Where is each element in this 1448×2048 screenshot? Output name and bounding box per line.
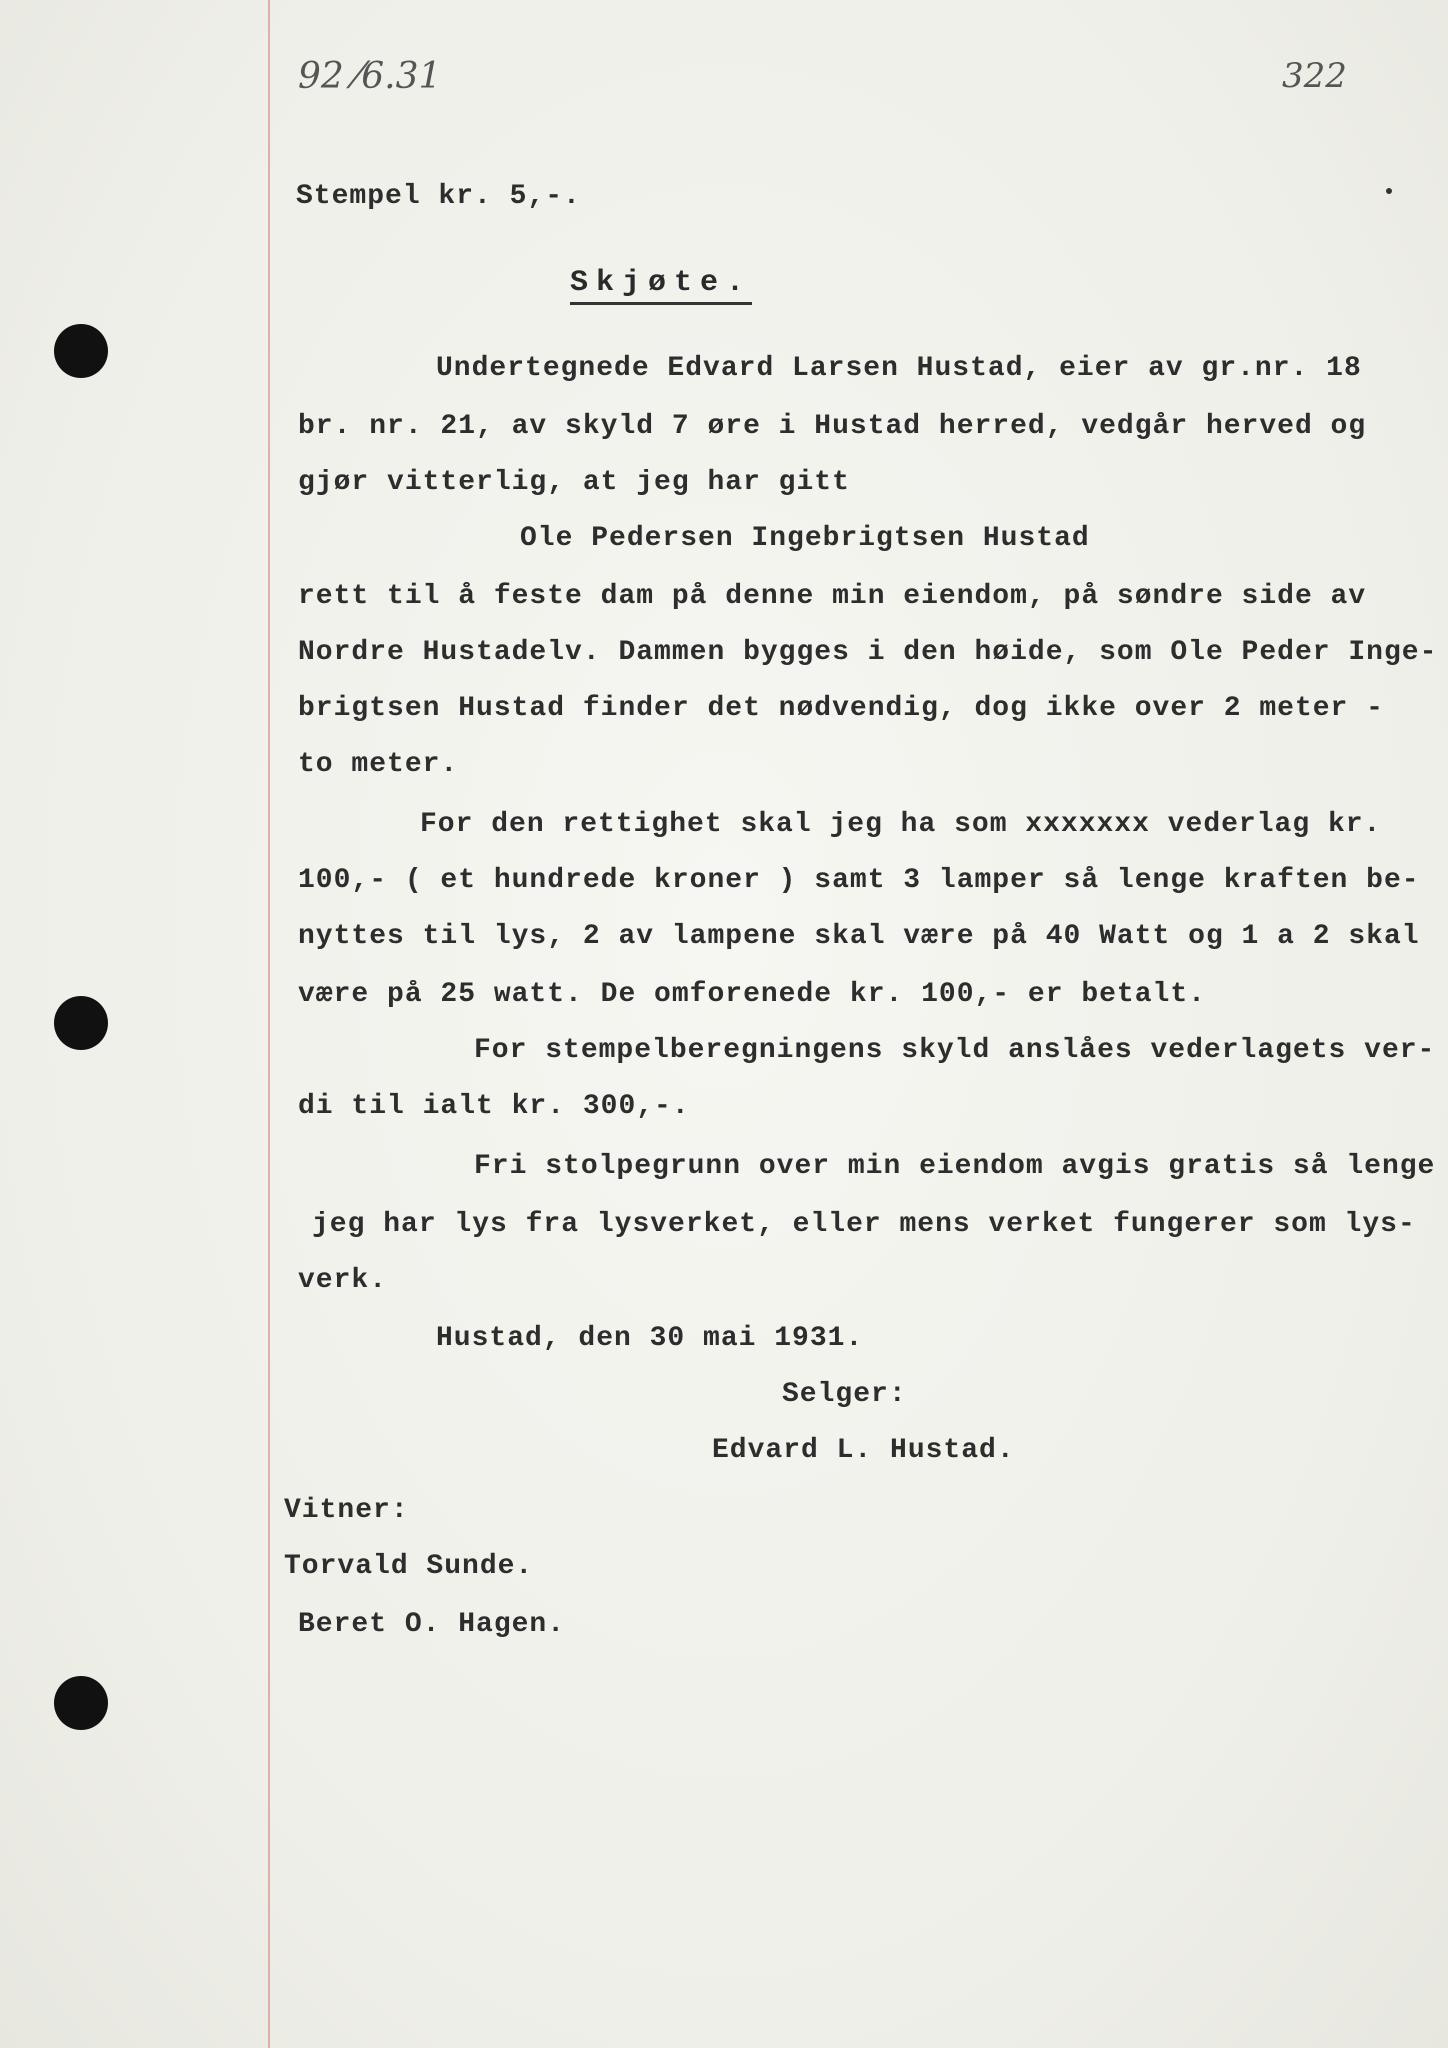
body-line: For den rettighet skal jeg ha som xxxxxxx vederlag kr. <box>420 809 1382 840</box>
witness-name: Beret O. Hagen. <box>298 1609 566 1640</box>
body-line: nyttes til lys, 2 av lampene skal være på 40 Watt og 1 a 2 skal <box>298 921 1420 952</box>
body-line: jeg har lys fra lysverket, eller mens verket fungerer som lys- <box>312 1209 1416 1240</box>
body-line: 100,- ( et hundrede kroner ) samt 3 lamper så lenge kraften be- <box>298 865 1420 896</box>
seller-name: Edvard L. Hustad. <box>712 1435 1015 1466</box>
body-line: verk. <box>298 1265 388 1296</box>
stamp-line: Stempel kr. 5,-. <box>296 181 581 212</box>
grantee-name: Ole Pedersen Ingebrigtsen Hustad <box>520 523 1090 554</box>
body-line: rett til å feste dam på denne min eiendom, på søndre side av <box>298 581 1367 612</box>
body-line: være på 25 watt. De omforenede kr. 100,- er betalt. <box>298 979 1206 1010</box>
body-line: gjør vitterlig, at jeg har gitt <box>298 467 850 498</box>
document-title: Skjøte. <box>570 266 752 305</box>
punch-hole <box>54 996 108 1050</box>
body-line: br. nr. 21, av skyld 7 øre i Hustad herred, vedgår herved og <box>298 411 1367 442</box>
body-line: Nordre Hustadelv. Dammen bygges i den høide, som Ole Peder Inge- <box>298 637 1438 668</box>
handwritten-ref-note: 92 ⁄6.31 <box>298 56 442 97</box>
witness-name: Torvald Sunde. <box>284 1551 534 1582</box>
body-line: to meter. <box>298 749 459 780</box>
body-line: For stempelberegningens skyld anslåes vederlagets ver- <box>474 1035 1436 1066</box>
margin-line <box>268 0 270 2048</box>
body-line: Fri stolpegrunn over min eiendom avgis gratis så lenge <box>474 1151 1436 1182</box>
seller-label: Selger: <box>782 1379 907 1410</box>
date-line: Hustad, den 30 mai 1931. <box>436 1323 864 1354</box>
witness-label: Vitner: <box>284 1495 409 1526</box>
ink-dot <box>1386 188 1392 194</box>
page-number: 322 <box>1282 56 1347 96</box>
punch-hole <box>54 1676 108 1730</box>
body-line: di til ialt kr. 300,-. <box>298 1091 690 1122</box>
body-line: Undertegnede Edvard Larsen Hustad, eier av gr.nr. 18 <box>436 353 1362 384</box>
body-line: brigtsen Hustad finder det nødvendig, dog ikke over 2 meter - <box>298 693 1384 724</box>
punch-hole <box>54 324 108 378</box>
